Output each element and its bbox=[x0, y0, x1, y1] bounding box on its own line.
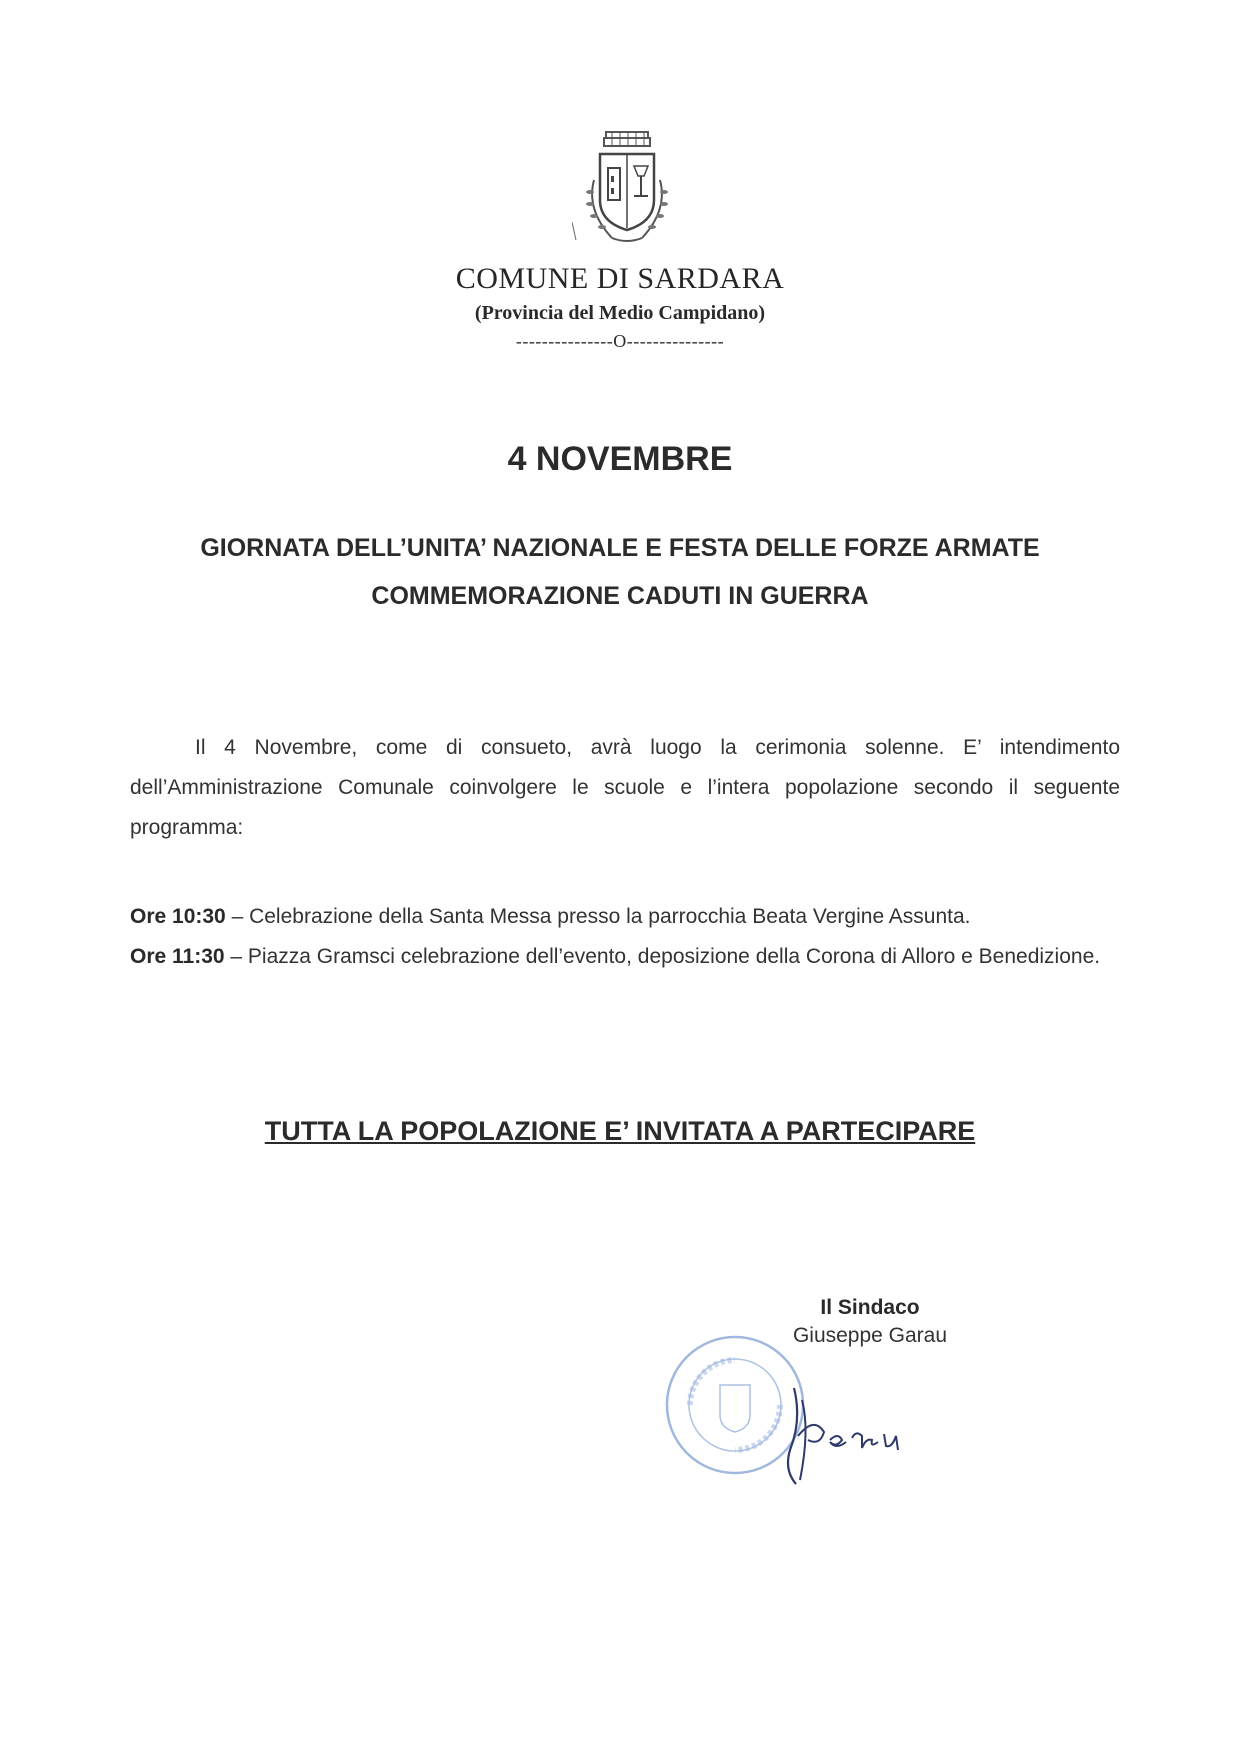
signatory-name: Giuseppe Garau bbox=[792, 1324, 948, 1347]
event-title-line-1: GIORNATA DELL’UNITA’ NAZIONALE E FESTA DELLE FORZE ARMATE bbox=[200, 534, 1040, 562]
header-separator: ---------------O--------------- bbox=[515, 331, 725, 351]
invitation-notice: TUTTA LA POPOLAZIONE E’ INVITATA A PARTECIPARE bbox=[264, 1116, 976, 1146]
program-time: Ore 11:30 bbox=[130, 945, 225, 968]
municipal-crest-icon bbox=[572, 130, 682, 260]
program-list bbox=[130, 897, 1120, 977]
date-title: 4 NOVEMBRE bbox=[507, 440, 733, 478]
program-time: Ore 10:30 bbox=[130, 905, 226, 928]
municipality-name: COMUNE DI SARDARA bbox=[455, 262, 785, 295]
handwritten-signature bbox=[780, 1380, 940, 1490]
event-title-line-2: COMMEMORAZIONE CADUTI IN GUERRA bbox=[371, 582, 869, 610]
intro-paragraph: Il 4 Novembre, come di consueto, avrà luogo la cerimonia solenne. E’ intendimento dell’Amministrazione Comunale coinvolgere le scuole e l’intera popolazione secondo il seguente programma: bbox=[130, 736, 1120, 839]
program-item bbox=[130, 937, 1120, 977]
province-name: (Provincia del Medio Campidano) bbox=[474, 302, 766, 324]
program-item bbox=[130, 897, 1120, 937]
signatory-role: Il Sindaco bbox=[820, 1296, 920, 1319]
program-description: – Celebrazione della Santa Messa presso la parrocchia Beata Vergine Assunta. bbox=[225, 905, 971, 928]
program-description: – Piazza Gramsci celebrazione dell’evento, deposizione della Corona di Alloro e Benedizione. bbox=[224, 945, 1101, 968]
